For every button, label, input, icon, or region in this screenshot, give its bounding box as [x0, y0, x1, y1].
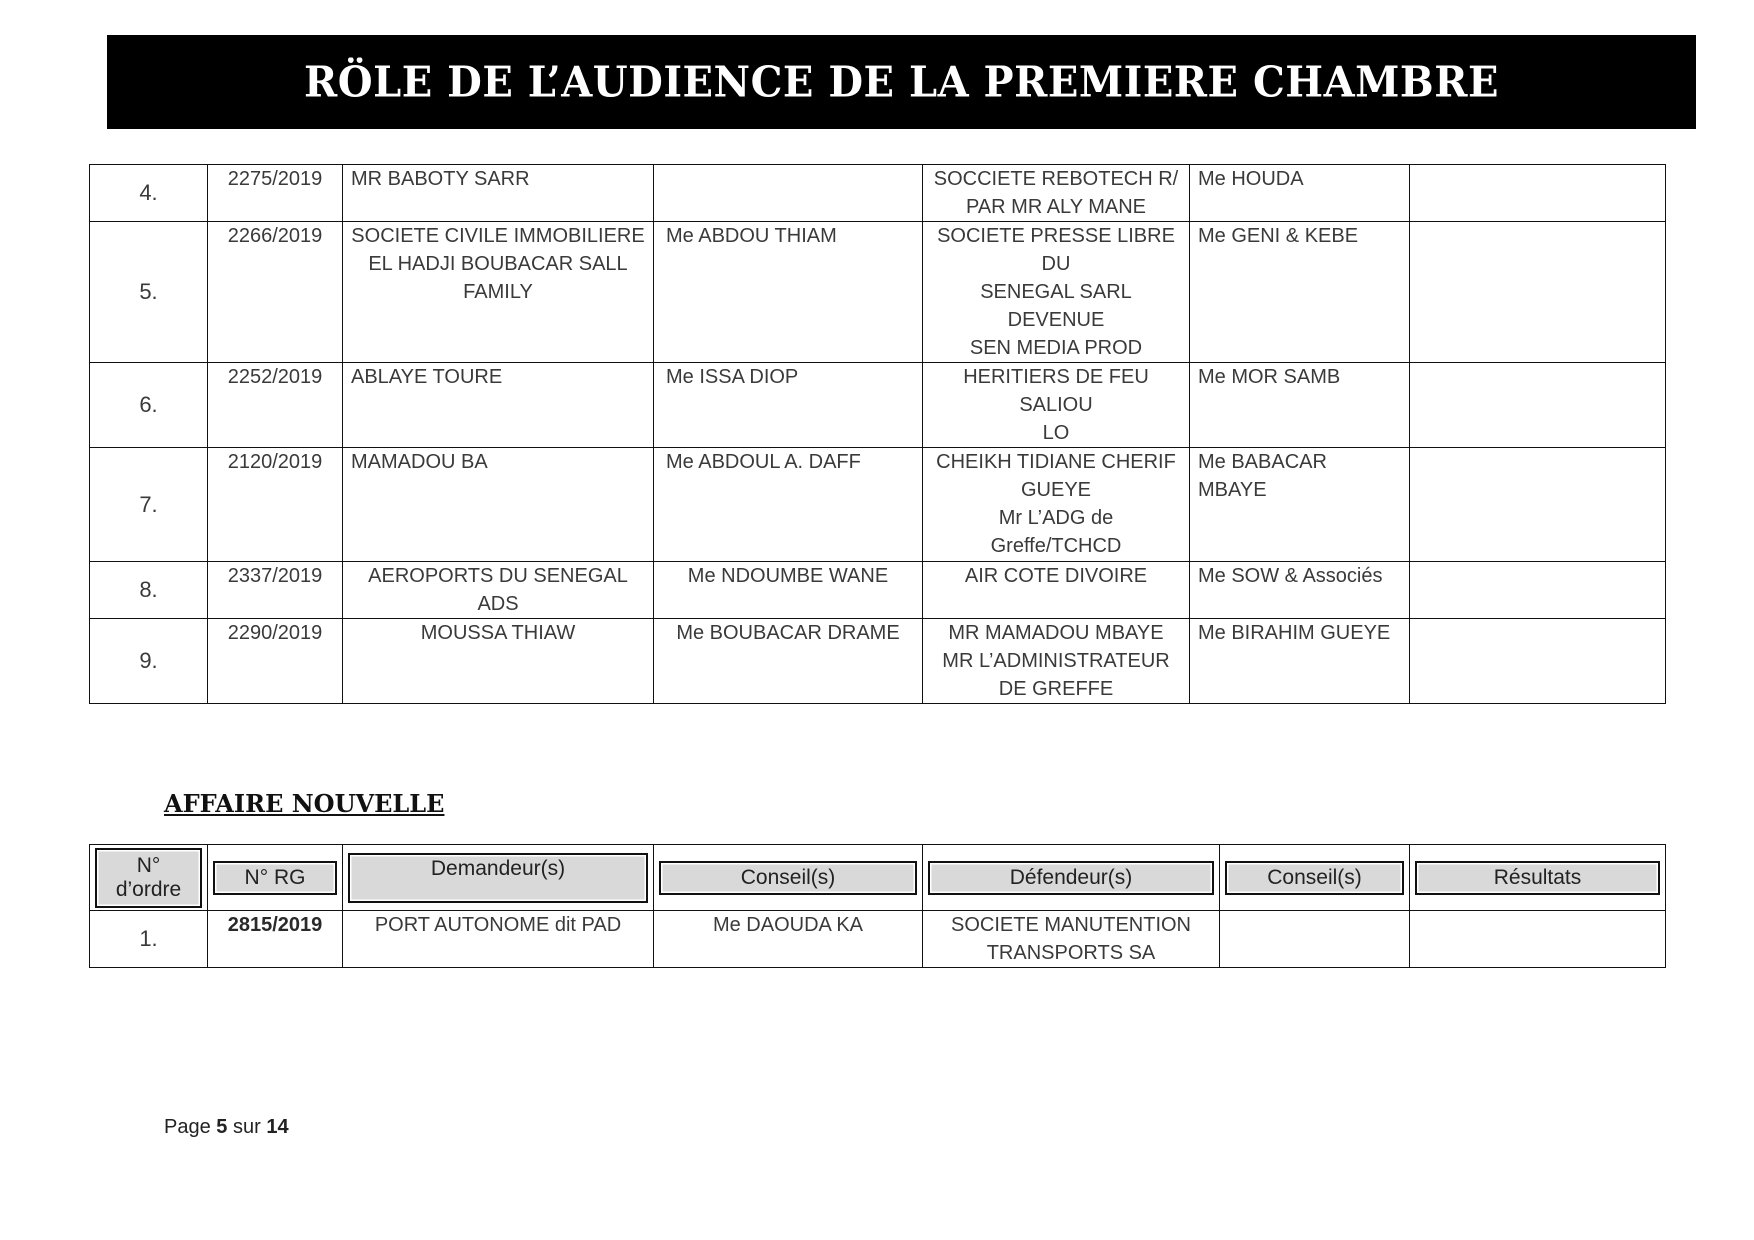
- rg-cell: 2266/2019: [208, 222, 343, 363]
- rg-cell: 2275/2019: [208, 165, 343, 222]
- defendant-line: DE GREFFE: [998, 678, 1114, 700]
- plaintiff-cell: PORT AUTONOME dit PAD: [343, 911, 654, 968]
- defendant-counsel-cell: Me GENI & KEBE: [1190, 222, 1410, 363]
- table-row: [90, 911, 1666, 968]
- defendant-cell: [923, 448, 1190, 562]
- header-label: Conseil(s): [1267, 865, 1362, 889]
- header-label: Défendeur(s): [1009, 865, 1133, 889]
- header-box: [214, 862, 336, 894]
- header-label: N° RG: [244, 865, 306, 889]
- defendant-line: CHEIKH TIDIANE CHERIF: [936, 451, 1176, 473]
- rg-cell: 2252/2019: [208, 363, 343, 448]
- plaintiff-cell: [343, 363, 654, 448]
- table-row: [90, 448, 1666, 562]
- rg-cell: 2337/2019: [208, 562, 343, 619]
- plaintiff-line: MAMADOU BA: [351, 451, 488, 473]
- page-title: RÖLE DE L’AUDIENCE DE LA PREMIERE CHAMBRE: [304, 57, 1499, 107]
- result-cell: [1410, 448, 1666, 562]
- header-defendant-counsel: [1220, 845, 1410, 911]
- defendant-cell: [923, 363, 1190, 448]
- header-box: [660, 862, 916, 894]
- header-label: d’ordre: [115, 877, 182, 901]
- continued-cases-table: [89, 164, 1666, 704]
- defendant-line: Mr L’ADG de: [998, 507, 1114, 529]
- header-label: N°: [136, 853, 161, 877]
- header-box: [1226, 862, 1403, 894]
- header-label: Résultats: [1493, 865, 1582, 889]
- page-footer: [164, 1116, 289, 1139]
- header-rg: [208, 845, 343, 911]
- table-row: [90, 619, 1666, 704]
- plaintiff-line: MR BABOTY SARR: [351, 168, 530, 190]
- defendant-line: SOCIETE PRESSE LIBRE DU: [937, 225, 1175, 275]
- defendant-counsel-cell: Me SOW & Associés: [1190, 562, 1410, 619]
- new-cases-table: [89, 844, 1666, 968]
- defendant-line: MR MAMADOU MBAYE: [948, 622, 1164, 644]
- page-banner: [107, 35, 1696, 129]
- order-cell: 7.: [90, 448, 208, 562]
- plaintiff-counsel-cell: [654, 165, 923, 222]
- defendant-cell: [923, 222, 1190, 363]
- defendant-line: PAR MR ALY MANE: [965, 196, 1147, 218]
- order-cell: 1.: [90, 911, 208, 968]
- defendant-line: SEN MEDIA PROD: [969, 337, 1143, 359]
- header-plaintiff: [343, 845, 654, 911]
- footer-page: 5: [216, 1116, 228, 1138]
- header-box: [929, 862, 1213, 894]
- plaintiff-counsel-cell: Me ABDOU THIAM: [654, 222, 923, 363]
- order-cell: 6.: [90, 363, 208, 448]
- defendant-line: Greffe/TCHCD: [990, 535, 1122, 557]
- defendant-line: AIR COTE DIVOIRE: [964, 565, 1148, 587]
- order-cell: 5.: [90, 222, 208, 363]
- plaintiff-counsel-cell: Me NDOUMBE WANE: [654, 562, 923, 619]
- header-defendant: [923, 845, 1220, 911]
- result-cell: [1410, 562, 1666, 619]
- plaintiff-counsel-cell: Me ABDOUL A. DAFF: [654, 448, 923, 562]
- defendant-line: TRANSPORTS SA: [986, 942, 1156, 964]
- header-order: [90, 845, 208, 911]
- plaintiff-cell: [343, 619, 654, 704]
- plaintiff-line: ABLAYE TOURE: [351, 366, 503, 388]
- plaintiff-cell: [343, 448, 654, 562]
- header-label: Demandeur(s): [430, 856, 566, 880]
- defendant-counsel-cell: Me HOUDA: [1190, 165, 1410, 222]
- header-box: [1416, 862, 1659, 894]
- footer-sep: sur: [232, 1116, 261, 1138]
- defendant-cell: [923, 911, 1220, 968]
- header-label: Conseil(s): [740, 865, 836, 889]
- plaintiff-line: MOUSSA THIAW: [420, 622, 576, 644]
- plaintiff-line: SOCIETE CIVILE IMMOBILIERE: [351, 225, 645, 247]
- order-cell: 8.: [90, 562, 208, 619]
- defendant-line: SOCIETE MANUTENTION: [950, 914, 1191, 936]
- defendant-line: LO: [1042, 422, 1070, 444]
- header-plaintiff-counsel: [654, 845, 923, 911]
- table-row: [90, 222, 1666, 363]
- result-cell: [1410, 911, 1666, 968]
- plaintiff-counsel-cell: Me DAOUDA KA: [654, 911, 923, 968]
- footer-prefix: Page: [164, 1116, 211, 1138]
- table-row: [90, 363, 1666, 448]
- plaintiff-cell: [343, 222, 654, 363]
- plaintiff-cell: [343, 562, 654, 619]
- table-row: [90, 165, 1666, 222]
- header-result: [1410, 845, 1666, 911]
- plaintiff-line: FAMILY: [463, 281, 533, 303]
- result-cell: [1410, 165, 1666, 222]
- defendant-line: MR L’ADMINISTRATEUR: [942, 650, 1170, 672]
- header-box: [96, 849, 201, 907]
- rg-cell: 2815/2019: [208, 911, 343, 968]
- defendant-line: HERITIERS DE FEU SALIOU: [963, 366, 1149, 416]
- result-cell: [1410, 363, 1666, 448]
- plaintiff-cell: [343, 165, 654, 222]
- plaintiff-counsel-cell: Me ISSA DIOP: [654, 363, 923, 448]
- defendant-counsel-cell: [1220, 911, 1410, 968]
- defendant-cell: [923, 619, 1190, 704]
- rg-cell: 2120/2019: [208, 448, 343, 562]
- rg-cell: 2290/2019: [208, 619, 343, 704]
- defendant-cell: [923, 562, 1190, 619]
- header-box: [349, 854, 647, 902]
- section-title: AFFAIRE NOUVELLE: [164, 789, 445, 818]
- table-header-row: [90, 845, 1666, 911]
- order-cell: 4.: [90, 165, 208, 222]
- order-cell: 9.: [90, 619, 208, 704]
- plaintiff-counsel-cell: Me BOUBACAR DRAME: [654, 619, 923, 704]
- footer-total: 14: [266, 1116, 289, 1138]
- result-cell: [1410, 222, 1666, 363]
- result-cell: [1410, 619, 1666, 704]
- defendant-counsel-cell: Me MOR SAMB: [1190, 363, 1410, 448]
- defendant-counsel-cell: Me BIRAHIM GUEYE: [1190, 619, 1410, 704]
- defendant-counsel-cell: Me BABACAR MBAYE: [1190, 448, 1410, 562]
- defendant-line: SOCCIETE REBOTECH R/: [933, 168, 1179, 190]
- plaintiff-line: EL HADJI BOUBACAR SALL: [368, 253, 628, 275]
- plaintiff-line: AEROPORTS DU SENEGAL ADS: [368, 565, 628, 615]
- defendant-line: GUEYE: [1020, 479, 1092, 501]
- defendant-cell: [923, 165, 1190, 222]
- defendant-line: SENEGAL SARL DEVENUE: [980, 281, 1132, 331]
- table-row: [90, 562, 1666, 619]
